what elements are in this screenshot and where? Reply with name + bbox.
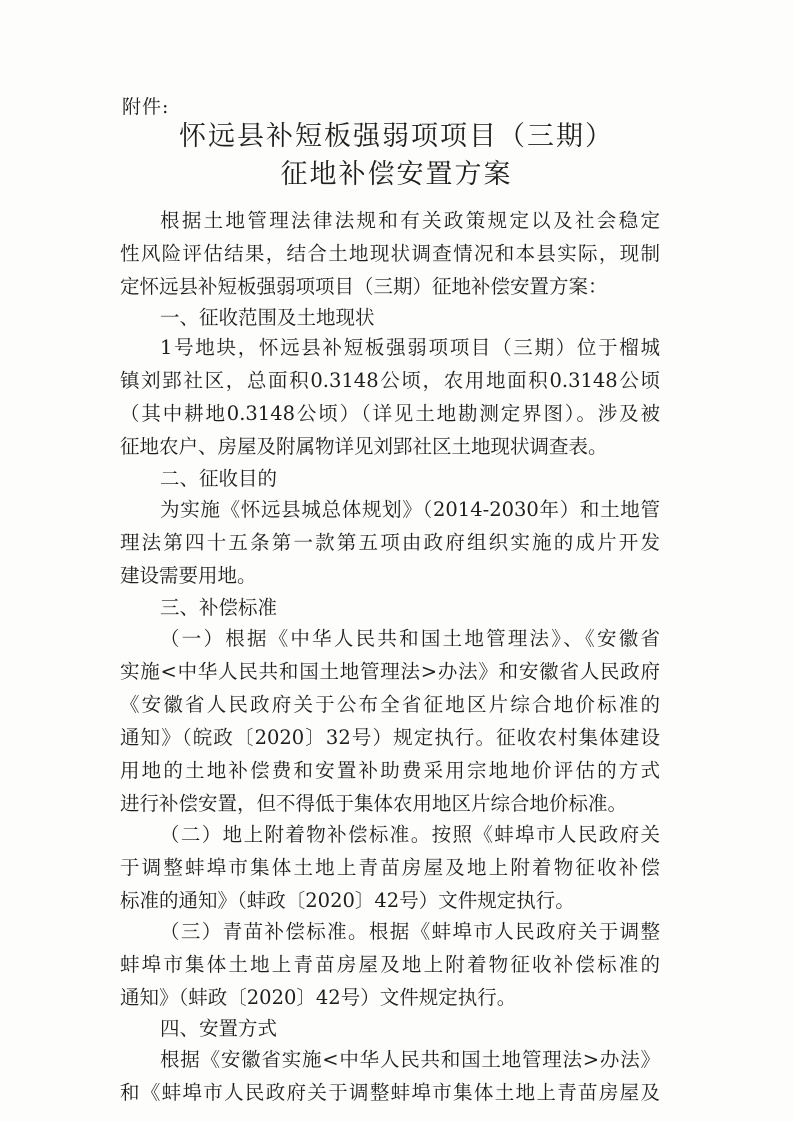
paragraph-line: 用地的土地补偿费和安置补助费采用宗地地价评估的方式	[120, 759, 660, 782]
section-heading: 三、补偿标准	[160, 596, 278, 619]
paragraph-line: 根据《安徽省实施<中华人民共和国土地管理法>办法》	[160, 1048, 660, 1071]
paragraph-line: 为实施《怀远县城总体规划》（2014-2030年）和土地管	[160, 498, 660, 521]
paragraph-line: 实施<中华人民共和国土地管理法>办法》和安徽省人民政府	[120, 660, 660, 683]
paragraph-line: 通知》（皖政〔2020〕32号）规定执行。征收农村集体建设	[120, 726, 660, 749]
paragraph-line: 《安徽省人民政府关于公布全省征地区片综合地价标准的	[120, 693, 660, 716]
paragraph-line: 于调整蚌埠市集体土地上青苗房屋及地上附着物征收补偿	[120, 856, 660, 879]
paragraph-line: 1号地块，怀远县补短板强弱项项目（三期）位于榴城	[160, 336, 660, 359]
paragraph-line: 蚌埠市集体土地上青苗房屋及地上附着物征收补偿标准的	[120, 953, 660, 976]
paragraph-line: 根据土地管理法律法规和有关政策规定以及社会稳定	[160, 209, 660, 232]
attachment-label: 附件:	[122, 96, 170, 118]
document-title-line1: 怀远县补短板强弱项项目（三期）	[179, 121, 614, 152]
paragraph-line: 镇刘郢社区，总面积0.3148公顷，农用地面积0.3148公顷	[120, 369, 660, 392]
section-heading: 一、征收范围及土地现状	[160, 306, 375, 329]
paragraph-line: （其中耕地0.3148公顷）（详见土地勘测定界图）。涉及被	[120, 402, 660, 425]
paragraph-line: 建设需要用地。	[120, 564, 257, 587]
section-heading: 二、征收目的	[160, 467, 278, 490]
paragraph-line: 性风险评估结果，结合土地现状调查情况和本县实际，现制	[120, 242, 660, 265]
paragraph-line: 征地农户、房屋及附属物详见刘郢社区土地现状调查表。	[120, 435, 608, 458]
paragraph-line: 通知》（蚌政〔2020〕42号）文件规定执行。	[120, 986, 517, 1009]
paragraph-line: （二）地上附着物补偿标准。按照《蚌埠市人民政府关	[160, 823, 660, 846]
paragraph-line: 标准的通知》（蚌政〔2020〕42号）文件规定执行。	[120, 889, 575, 912]
paragraph-line: （三）青苗补偿标准。根据《蚌埠市人民政府关于调整	[160, 920, 660, 943]
paragraph-line: 定怀远县补短板强弱项项目（三期）征地补偿安置方案：	[120, 275, 608, 298]
paragraph-line: 理法第四十五条第一款第五项由政府组织实施的成片开发	[120, 531, 660, 554]
paragraph-line: （一）根据《中华人民共和国土地管理法》、《安徽省	[160, 627, 660, 650]
paragraph-line: 进行补偿安置，但不得低于集体农用地区片综合地价标准。	[120, 792, 628, 815]
paragraph-line: 和《蚌埠市人民政府关于调整蚌埠市集体土地上青苗房屋及	[120, 1081, 660, 1104]
document-title-line2: 征地补偿安置方案	[280, 159, 513, 190]
section-heading: 四、安置方式	[160, 1017, 278, 1040]
